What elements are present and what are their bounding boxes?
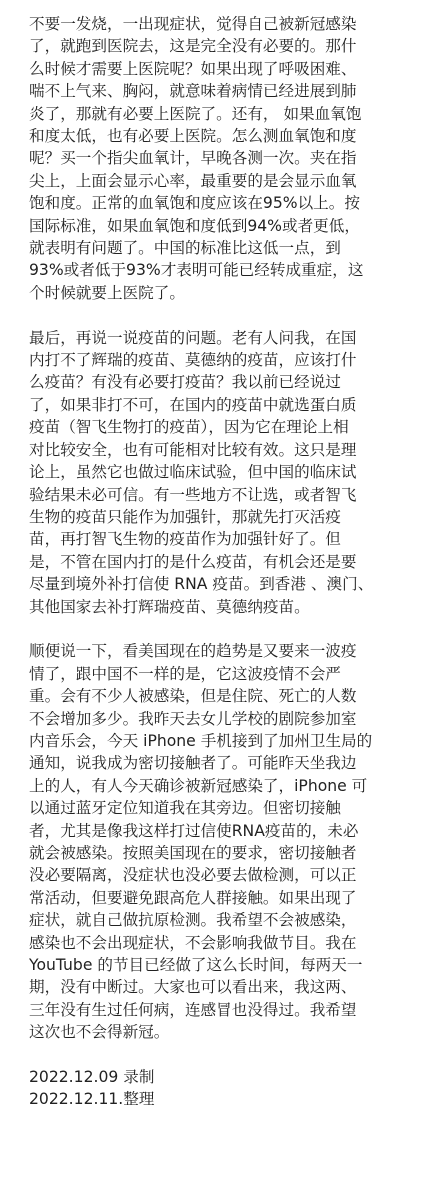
text-line: 其他国家去补打辉瑞疫苗、莫德纳疫苗。	[29, 597, 310, 616]
text-line: 是，不管在国内打的是什么疫苗，有机会还是要	[29, 552, 357, 571]
text-line: 93%或者低于93%才表明可能已经转成重症，这	[29, 261, 364, 280]
paragraph-symptoms	[29, 13, 403, 304]
article	[29, 13, 403, 1133]
text-line: 验结果未必可信。有一些地方不让选，或者智飞	[29, 485, 357, 504]
text-line: 就会被感染。按照美国现在的要求，密切接触者	[29, 844, 357, 862]
text-line: 这次也不会得新冠。	[29, 1023, 170, 1042]
text-line: 通知，说我成为密切接触者了。可能昨天坐我边	[29, 754, 357, 773]
text-line: 不要一发烧，一出现症状，觉得自己被新冠感染	[29, 15, 357, 33]
text-line: 饱和度。正常的血氧饱和度应该在95%以上。按	[29, 194, 360, 213]
text-line: 生物的疫苗只能作为加强针，那就先打灭活疫	[29, 507, 341, 526]
text-line: 炎了，那就有必要上医院了。还有， 如果血氧饱	[29, 104, 362, 123]
text-line: 不会增加多少。我昨天去女儿学校的剧院参加室	[29, 709, 357, 728]
text-line: 了，就跑到医院去，这是完全没有必要的。那什	[29, 37, 357, 56]
text-line: 了，如果非打不可，在国内的疫苗中就选蛋白质	[29, 395, 357, 414]
text-line: 疫苗（智飞生物打的疫苗），因为它在理论上相	[29, 418, 349, 437]
text-line: 个时候就要上医院了。	[29, 283, 185, 302]
text-line: YouTube 的节目已经做了这么长时间，每两天一	[29, 956, 363, 975]
text-line: 最后，再说一说疫苗的问题。老有人问我，在国	[29, 328, 357, 347]
recorded-date: 2022.12.09 录制	[29, 1068, 155, 1087]
text-line: 内打不了辉瑞的疫苗、莫德纳的疫苗，应该打什	[29, 351, 357, 370]
text-line: 情了，跟中国不一样的是，它这波疫情不会严	[29, 664, 341, 683]
text-line: 者，尤其是像我这样打过信使RNA疫苗的，未必	[29, 821, 359, 840]
text-line: 么疫苗？有没有必要打疫苗？我以前已经说过	[29, 373, 341, 392]
text-line: 内音乐会，今天 iPhone 手机接到了加州卫生局的	[29, 731, 373, 750]
text-line: 么时候才需要上医院呢？如果出现了呼吸困难、	[29, 59, 357, 78]
paragraph-us-trend	[29, 640, 403, 1043]
text-line: 以通过蓝牙定位知道我在其旁边。但密切接触	[29, 799, 341, 818]
edited-date: 2022.12.11.整理	[29, 1090, 155, 1109]
text-line: 对比较安全，也有可能相对比较有效。这只是理	[29, 440, 357, 459]
text-line: 三年没有生过任何病，连感冒也没得过。我希望	[29, 1000, 357, 1019]
date-footer	[29, 1066, 403, 1111]
text-line: 呢？买一个指尖血氧计，早晚各测一次。夹在指	[29, 149, 357, 168]
text-line: 上的人，有人今天确诊被新冠感染了，iPhone 可	[29, 776, 368, 795]
text-line: 感染也不会出现症状，不会影响我做节目。我在	[29, 933, 357, 952]
text-line: 论上，虽然它也做过临床试验，但中国的临床试	[29, 463, 357, 482]
text-line: 没必要隔离，没症状也没必要去做检测，可以正	[29, 866, 357, 885]
text-line: 症状，就自己做抗原检测。我希望不会被感染，	[29, 911, 357, 930]
text-line: 尽量到境外补打信使 RNA 疫苗。到香港 、澳门、	[29, 575, 374, 594]
text-line: 喘不上气来、胸闷，就意味着病情已经进展到肺	[29, 82, 357, 101]
text-line: 苗，再打智飞生物的疫苗作为加强针好了。但	[29, 530, 341, 549]
text-line: 重。会有不少人被感染，但是住院、死亡的人数	[29, 687, 357, 706]
text-line: 就表明有问题了。中国的标准比这低一点，到	[29, 239, 341, 258]
text-line: 和度太低，也有必要上医院。怎么测血氧饱和度	[29, 127, 357, 146]
text-line: 顺便说一下，看美国现在的趋势是又要来一波疫	[29, 642, 357, 661]
text-line: 尖上，上面会显示心率，最重要的是会显示血氧	[29, 171, 357, 190]
text-line: 国际标准，如果血氧饱和度低到94%或者更低，	[29, 216, 360, 235]
text-line: 期，没有中断过。大家也可以看出来，我这两、	[29, 978, 357, 997]
paragraph-vaccines	[29, 327, 403, 618]
text-line: 常活动，但要避免跟高危人群接触。如果出现了	[29, 888, 357, 907]
